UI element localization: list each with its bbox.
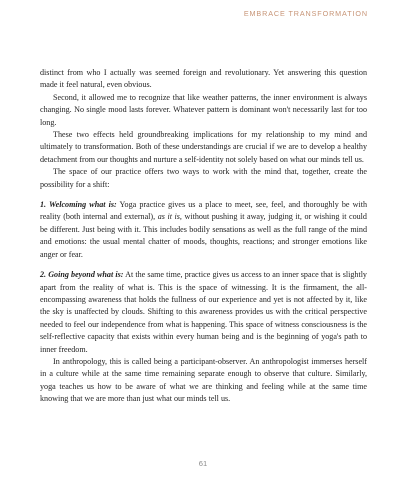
page-number: 61 <box>198 459 208 468</box>
paragraph-2: Second, it allowed me to recognize that like weather patterns, the inner environment is always changing. No single mood lasts forever. Whatever pattern is dominant won't necessarily last for too long. <box>40 92 367 127</box>
paragraph-welcoming <box>40 199 367 261</box>
paragraph-anthropology: In anthropology, this is called being a participant-observer. An anthropologist immerses herself in a culture while at the same time remaining separate enough to observe that culture. Similarly, yoga teaches us how to be aware of what we are thinking and feeling while at the same time knowing that we are more than just what our minds tell us. <box>40 356 367 404</box>
welcoming-heading: 1. Welcoming what is: <box>40 200 117 210</box>
welcoming-text-after: , without pushing it away, judging it, or wishing it could be different. Just being with it. This includes bodily sensations as well as the full range of the mind and emotions: the usual mental chatter of moods, thoughts, reactions; and stronger emotions like anger or fear. <box>40 212 367 259</box>
paragraph-1: distinct from who I actually was seemed foreign and revolutionary. Yet answering this question made it feel natural, even obvious. <box>40 68 367 90</box>
paragraph-4: The space of our practice offers two ways to work with the mind that, together, create the possibility for a shift: <box>40 167 367 189</box>
paragraph-3: These two effects held groundbreaking implications for my relationship to my mind and ultimately to transformation. Both of these understandings are crucial if we are to develop a healthy detachment from our thoughts and nurture a self-identity not solely based on what our minds tell us. <box>40 130 367 164</box>
going-beyond-text: At the same time, practice gives us access to an inner space that is slightly apart from the reality of what is. This is the space of witnessing. It is the firmament, the all-encompassing awareness that holds the fullness of our experience and yet is not affected by it, like the sky is unaffected by clouds. Shifting to this awareness provides us with the critical perspective needed to feel our independence from what is happening. This space of witness consciousness is the self-reflective capacity that exists within every human being and is the beginning of yoga's path to inner freedom. <box>40 270 367 354</box>
running-header: EMBRACE TRANSFORMATION <box>243 9 368 18</box>
going-beyond-heading: 2. Going beyond what is: <box>40 270 124 280</box>
paragraph-going-beyond <box>40 269 367 356</box>
welcoming-text-before: Yoga practice gives us a place to meet, see, feel, and thoroughly be with reality (both internal and external), <box>40 200 367 222</box>
body-text <box>40 67 367 406</box>
welcoming-emphasis: as it is <box>157 212 180 222</box>
